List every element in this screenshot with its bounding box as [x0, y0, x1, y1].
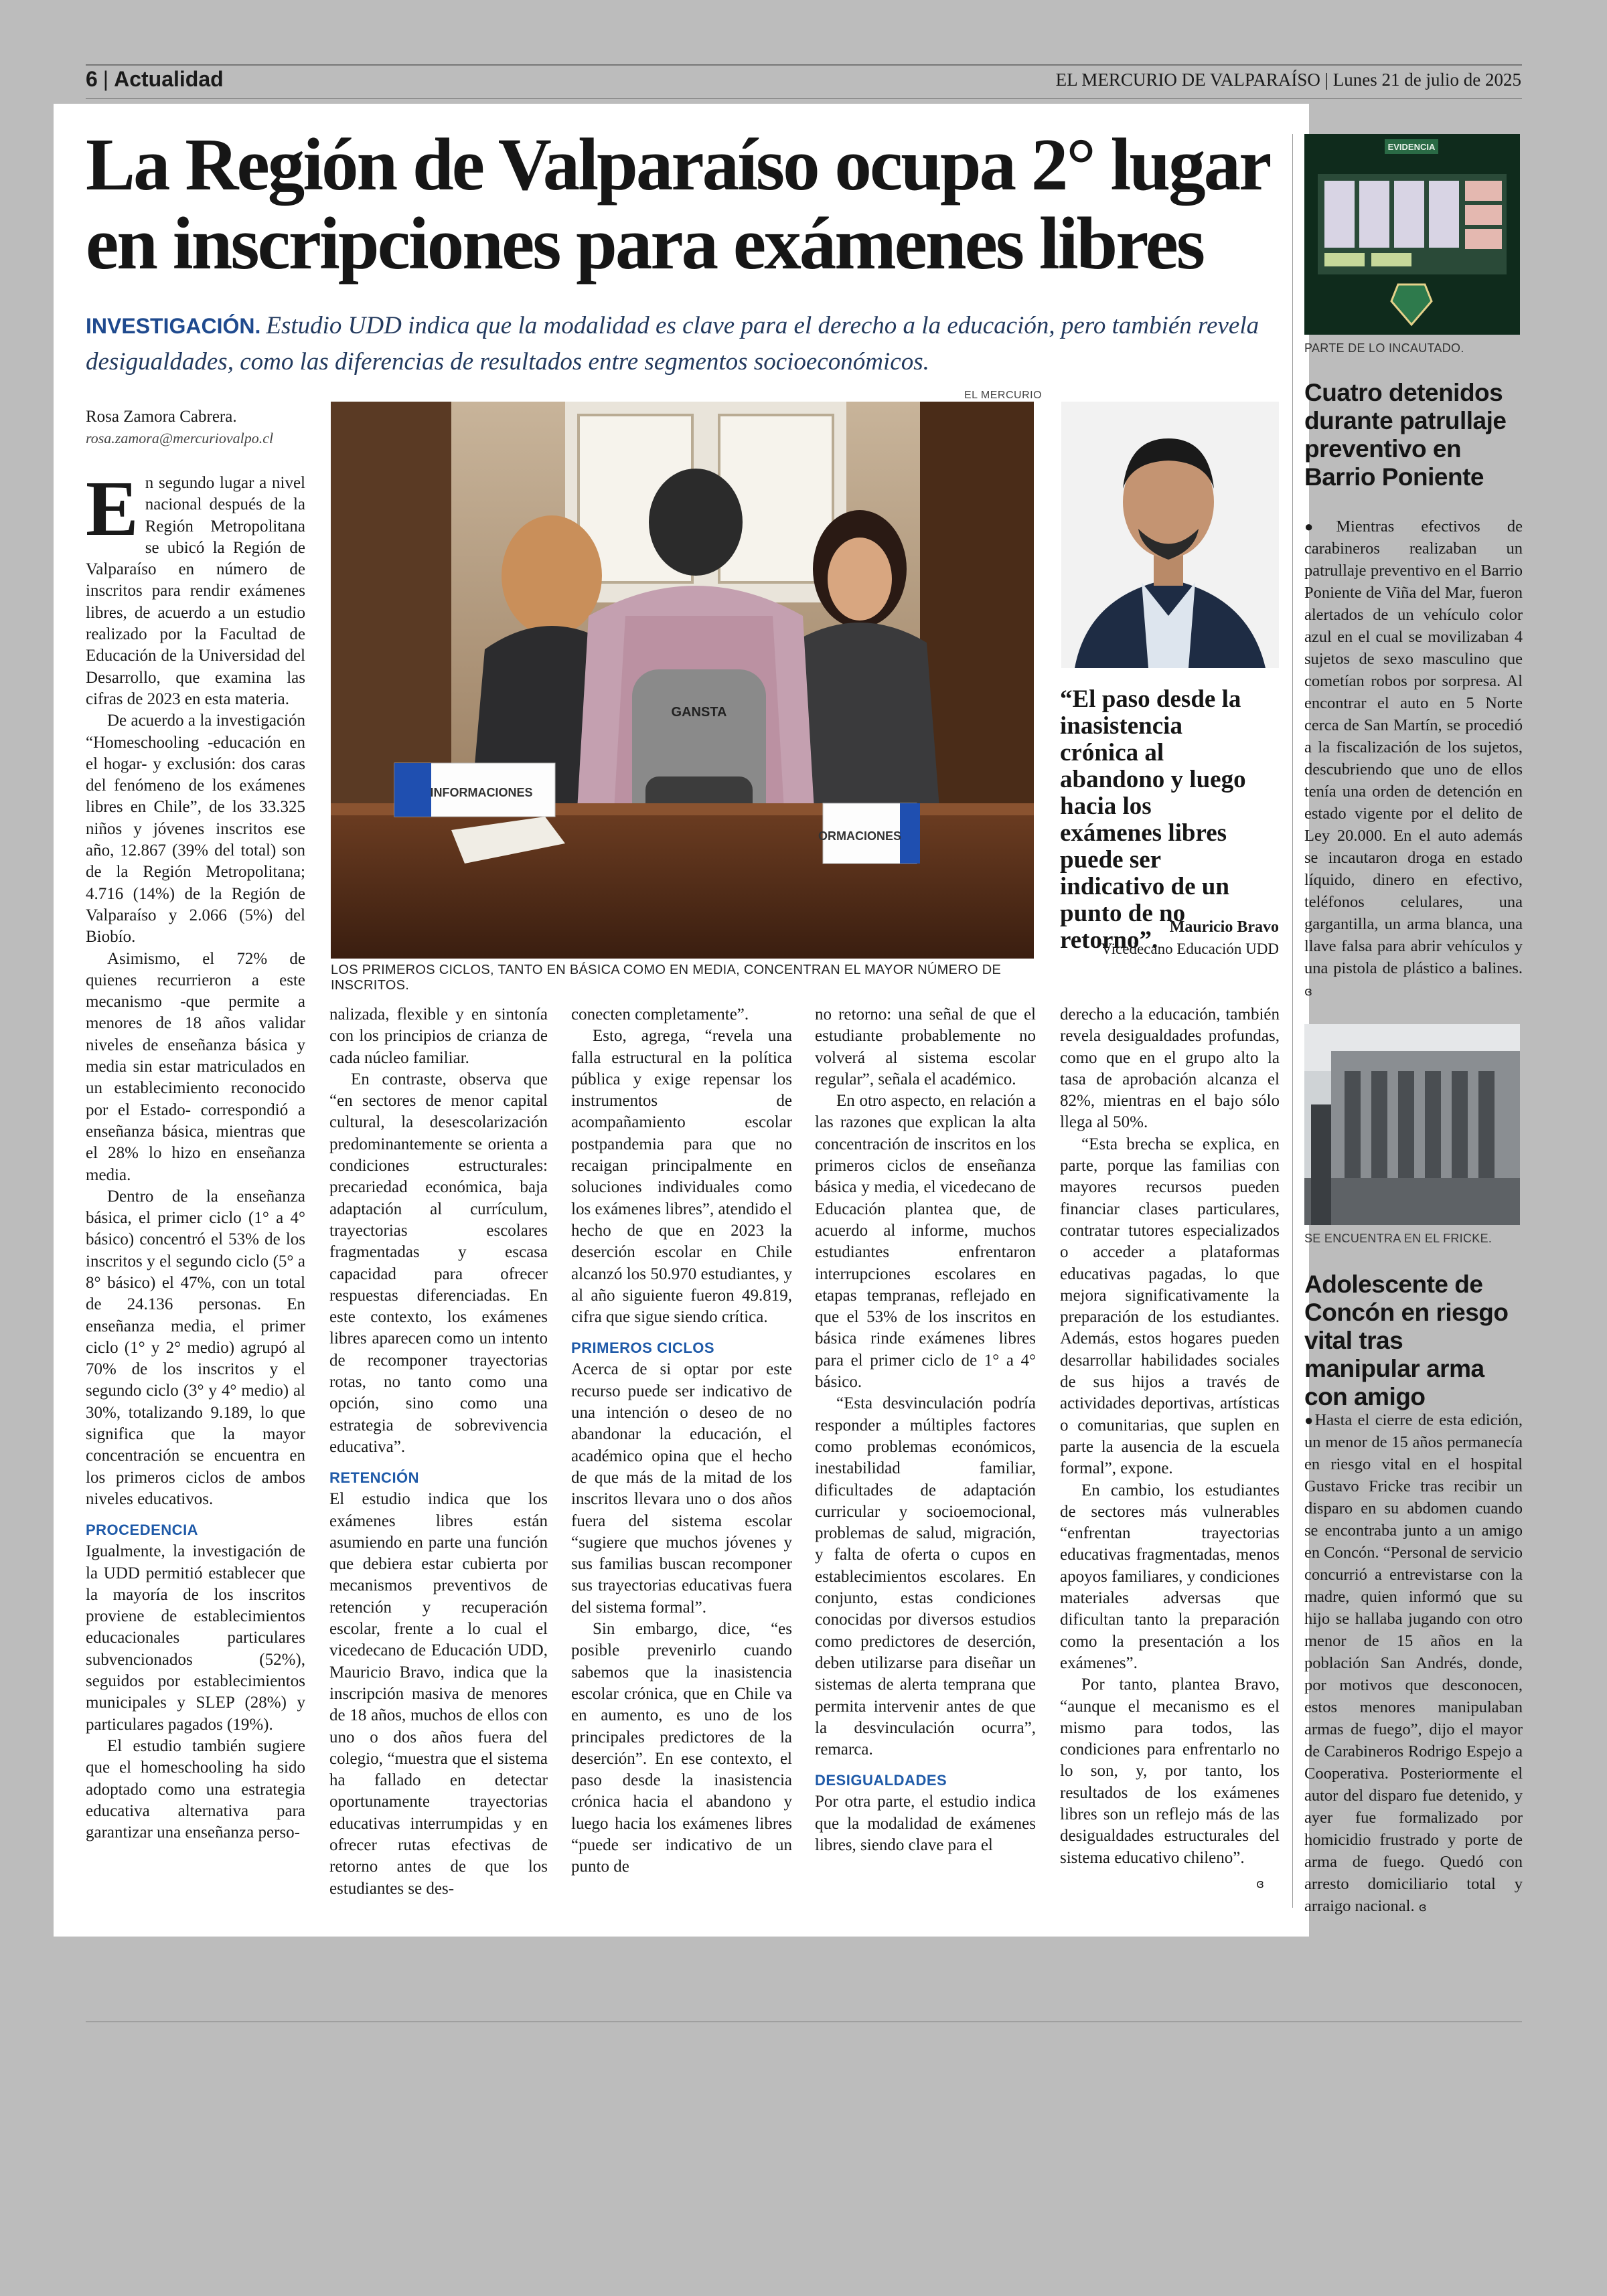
folio-underline [86, 98, 1522, 99]
photo-sign-left: INFORMACIONES [430, 786, 533, 799]
quote-attribution-name: Mauricio Bravo [1169, 918, 1279, 936]
story-2-end-mark: ɞ [1418, 1900, 1427, 1914]
col5-paragraph-4: Por tanto, plantea Bravo, “aunque el mecanismo es el mismo para todos, las condiciones para enfrentarlo no lo son, y, por tanto, los resultados de los exámenes libres son un reflejo más de las desigualdades estructurales del sistema educativo chileno”. [1060, 1675, 1280, 1867]
col1-paragraph-4: Dentro de la enseñanza básica, el primer ciclo (1° a 4° básico) concentró el 53% de los inscritos y el segundo ciclo (5° a 8° básico) el 47%, con un total de 24.136 personas. En enseñanza media, el primer ciclo (1° y 2° medio) agrupó al 70% de los inscritos y el segundo ciclo (3° y 4° medio) al 30%, totalizando 9.189, lo que significa que la mayor concentración se encuentra en los primeros ciclos de ambos niveles educativos. [86, 1187, 305, 1508]
subhead-desigualdades: DESIGUALDADES [815, 1772, 947, 1789]
sidebar-photo-2-caption: SE ENCUENTRA EN EL FRICKE. [1304, 1232, 1493, 1245]
author-email: rosa.zamora@mercuriovalpo.cl [86, 430, 274, 446]
col2-paragraph-1: nalizada, flexible y en sintonía con los principios de crianza de cada núcleo familiar. [329, 1005, 548, 1067]
photo-sign-right: ORMACIONES [818, 829, 902, 843]
headline-line-1: La Región de Valparaíso ocupa 2° lugar [86, 124, 1270, 206]
backpack-text: GANSTA [671, 705, 727, 720]
sidebar-photo-1 [1304, 134, 1520, 335]
col3-paragraph-2: Esto, agrega, “revela una falla estructural en la política pública y exige repensar los instrumentos de acompañamiento escolar postpandemia para que no recaigan principalmente en soluciones individuales como los exámenes libres”, atendido el hecho de que en 2023 la deserción escolar en Chile alcanzó los 50.970 estudiantes, y al año siguiente fueron 49.819, cifra que sigue siendo crítica. [571, 1027, 792, 1327]
kicker: INVESTIGACIÓN. [86, 314, 261, 338]
col3-paragraph-4: Sin embargo, dice, “es posible prevenirlo cuando sabemos que la inasistencia escolar crónica, que en Chile va en aumento, es uno de los principales predictores de la deserción”. En ese contexto, el paso desde la inasistencia crónica hacia el abandono y luego hacia los exámenes libres “puede ser indicativo de un punto de [571, 1620, 792, 1876]
col1-paragraph-1: n segundo lugar a nivel nacional después de la Región Metropolitana se ubicó la Región de Valparaíso en número de inscritos para rendir exámenes libres, de acuerdo a un estudio realizado por la Facultad de Educación de la Universidad del Desarrollo, que examina las cifras de 2023 en esta materia. [86, 474, 305, 708]
sidebar-story-2-text: Hasta el cierre de esta edición, un menor de 15 años permanecía en riesgo vital en el hospital Gustavo Fricke tras recibir un disparo en su abdomen cuando se encontraba junto a un amigo en Concón. “Personal de servicio concurrió a entrevistarse con la madre, quien informó que su hijo se hallaba jugando con otro menor de 15 años en la población San Andrés, donde, por motivos que desconocen, estos menores manipulaban armas de fuego”, dijo el mayor de Carabineros Rodrigo Espejo a Cooperativa. Posteriormente el autor del disparo fue detenido, y ayer fue formalizado por homicidio frustrado y porte de arma de fuego. Quedó con arresto domiciliario total y arraigo nacional. [1304, 1411, 1523, 1915]
bullet-dot: ● [1304, 1412, 1315, 1428]
sidebar-story-1-title: Cuatro detenidos durante patrullaje preventivo en Barrio Poniente [1304, 379, 1507, 491]
photo-caption: LOS PRIMEROS CICLOS, TANTO EN BÁSICA COMO EN MEDIA, CONCENTRAN EL MAYOR NÚMERO DE INSCRITOS. [331, 963, 1002, 993]
page-folio: 6 | Actualidad [86, 67, 224, 91]
article-column-2 [329, 1004, 548, 1901]
dropcap: E [86, 473, 139, 552]
evidence-label: EVIDENCIA [1387, 142, 1436, 152]
col1-paragraph-6: El estudio también sugiere que el homeschooling ha sido adoptado como una estrategia educativa alternativa para garantizar una enseñanza perso- [86, 1736, 305, 1842]
sidebar-story-1-text: Mientras efectivos de carabineros realizaban un patrullaje preventivo en el Barrio Poniente de Viña del Mar, fueron alertados de un vehículo color azul en el cual se movilizaban 4 sujetos de sexo masculino que cometían robos por sorpresa. Al encontrar el auto en 5 Norte cerca de San Martín, se procedió a la fiscalización de los sujetos, descubriendo que uno de ellos tenía una orden de detención en estado vigente por el delito de Ley 20.000. En el auto además se incautaron droga en estado líquido, dinero en efectivo, teléfonos celulares, una gargantilla, un arma blanca, una llave falsa para abrir vehículos y una pistola de plástico a balines. [1304, 517, 1523, 977]
col4-paragraph-1: no retorno: una señal de que el estudiante probablemente no volverá al sistema escolar regular”, señala el académico. [815, 1005, 1036, 1088]
article-column-5 [1060, 1004, 1280, 1901]
sidebar-photo-2 [1304, 1024, 1520, 1225]
article-end-mark: ɞ [1256, 1877, 1264, 1891]
col5-paragraph-2: “Esta brecha se explica, en parte, porque las familias con mayores recursos pueden financiar clases particulares, contratar tutores especializados o acceder a plataformas educativas pagadas, lo que mejora significativamente la preparación de los estudiantes. Además, estos hogares pueden desarrollar habilidades sociales de sus hijos a través de actividades deportivas, artísticas o comunitarias, que suplen en parte la ausencia de la escuela formal”, expone. [1060, 1135, 1280, 1478]
portrait-photo [1061, 402, 1279, 668]
col1-paragraph-3: Asimismo, el 72% de quienes recurrieron a este mecanismo -que permite a menores de 18 años validar niveles de enseñanza básica y media sin estar matriculados en un establecimiento reconocido por el Estado- correspondió a enseñanza básica, mientras que el 28% lo hizo en enseñanza media. [86, 949, 305, 1184]
sidebar-photo-1-caption: PARTE DE LO INCAUTADO. [1304, 341, 1464, 355]
photo-credit: EL MERCURIO [964, 390, 1043, 401]
main-photo [331, 402, 1034, 959]
pull-quote: “El paso desde la inasistencia crónica al abandono y luego hacia los exámenes libres puede ser indicativo de un punto de no retorno”. [1060, 685, 1246, 954]
bullet-dot: ● [1304, 518, 1336, 535]
col4-paragraph-4: Por otra parte, el estudio indica que la modalidad de exámenes libres, siendo clave para el [815, 1793, 1036, 1854]
sidebar-story-2-body [1304, 1409, 1523, 1918]
lead-text: Estudio UDD indica que la modalidad es clave para el derecho a la educación, pero también revela desigualdades, como las diferencias de resultados entre segmentos socioeconómicos. [86, 312, 1259, 376]
publication-date: EL MERCURIO DE VALPARAÍSO | Lunes 21 de julio de 2025 [1055, 70, 1521, 90]
col5-paragraph-3: En cambio, los estudiantes de sectores más vulnerables “enfrentan trayectorias educativas fragmentadas, menos apoyos familiares, y condiciones materiales adversas que dificultan tanto la preparación como la presentación a los exámenes”. [1060, 1481, 1280, 1672]
subhead-procedencia: PROCEDENCIA [86, 1522, 199, 1539]
author-name: Rosa Zamora Cabrera. [86, 408, 237, 426]
top-rule [86, 64, 1522, 66]
story-1-end-mark: ɞ [1304, 985, 1312, 999]
lead-paragraph [86, 308, 1284, 380]
headline-line-2: en inscripciones para exámenes libres [86, 203, 1204, 285]
byline [86, 406, 313, 449]
col3-paragraph-1: conecten completamente”. [571, 1005, 749, 1023]
col4-paragraph-2: En otro aspecto, en relación a las razones que explican la alta concentración de inscritos en los primeros ciclos de enseñanza básica y media, el vicedecano de Educación plantea que, de acuerdo al informe, muchos estudiantes enfrentaron interrupciones escolares en etapas tempranas, reflejado en que el 53% de los inscritos en básica rinde exámenes libres para el primer ciclo de 1° a 4° básico. [815, 1092, 1036, 1392]
col1-paragraph-5: Igualmente, la investigación de la UDD permitió establecer que la mayoría de los inscritos proviene de establecimientos educacionales particulares subvencionados (52%), seguidos por establecimientos municipales y SLEP (28%) y particulares pagados (19%). [86, 1542, 305, 1734]
col1-paragraph-2: De acuerdo a la investigación “Homeschooling -educación en el hogar- y exclusión: dos caras del fenómeno de los exámenes libres en Chile”, de los 33.325 niños y jóvenes inscritos ese año, 12.867 (39% del total) son de la Región Metropolitana; 4.716 (14%) de la Región de Valparaíso y 2.066 (5%) del Biobío. [86, 712, 305, 947]
quote-attribution-role: Vicedecano Educación UDD [1101, 940, 1279, 957]
col3-paragraph-3: Acerca de si optar por este recurso puede ser indicativo de una intención o deseo de no abandonar la educación, el académico opina que el hecho de que más de la mitad de los inscritos llevara uno o dos años fuera del sistema escolar “sugiere que muchos jóvenes y sus familias buscan recomponer sus trayectorias educativas fuera del sistema formal”. [571, 1360, 792, 1617]
article-column-1 [86, 473, 305, 1898]
article-column-3 [571, 1004, 792, 1901]
subhead-primeros-ciclos: PRIMEROS CICLOS [571, 1339, 715, 1357]
col4-paragraph-3: “Esta desvinculación podría responder a múltiples factores como problemas económicos, inestabilidad familiar, dificultades de adaptación curricular y socioemocional, problemas de salud, migración, y falta de oferta o cupos en establecimientos escolares. En conjunto, estas condiciones conocidas por diversos estudios como predictores de deserción, deben utilizarse para diseñar un sistemas de alerta temprana que permita intervenir antes de que la desvinculación ocurra”, remarca. [815, 1394, 1036, 1759]
sidebar-story-1-body [1304, 515, 1523, 1003]
col2-paragraph-2: En contraste, observa que “en sectores de menor capital cultural, la desescolarización predominantemente se orienta a condiciones estructurales: precariedad económica, baja adaptación al currículum, trayectorias escolares fragmentadas y escasa capacidad para ofrecer respuestas diferenciadas. En este contexto, los exámenes libres aparecen como un intento de recomponer trayectorias rotas, no tanto como una opción, sino como una estrategia de sobrevivencia educativa”. [329, 1070, 548, 1456]
sidebar-separator [1292, 134, 1293, 1908]
headline [86, 126, 1278, 284]
section-name: Actualidad [114, 67, 224, 91]
article-column-4 [815, 1004, 1036, 1901]
col5-paragraph-1: derecho a la educación, también revela desigualdades profundas, como que en el grupo alto la tasa de aprobación alcanza el 82%, mientras en el bajo sólo llega al 50%. [1060, 1005, 1280, 1132]
col2-paragraph-3: El estudio indica que los exámenes libres están asumiendo en parte una función que debiera estar cubierta por mecanismos preventivos de retención y recuperación escolar, frente a lo cual el vicedecano de Educación UDD, Mauricio Bravo, indica que la inscripción masiva de menores de 18 años, muchos de ellos con uno o dos años fuera del colegio, “muestra que el sistema ha fallado en detectar oportunamente trayectorias educativas interrumpidas y en ofrecer rutas efectivas de retorno antes de que los estudiantes se des- [329, 1490, 548, 1898]
subhead-retencion: RETENCIÓN [329, 1469, 420, 1487]
page-number: 6 [86, 67, 98, 91]
sidebar-story-2-title: Adolescente de Concón en riesgo vital tras manipular arma con amigo [1304, 1270, 1509, 1410]
